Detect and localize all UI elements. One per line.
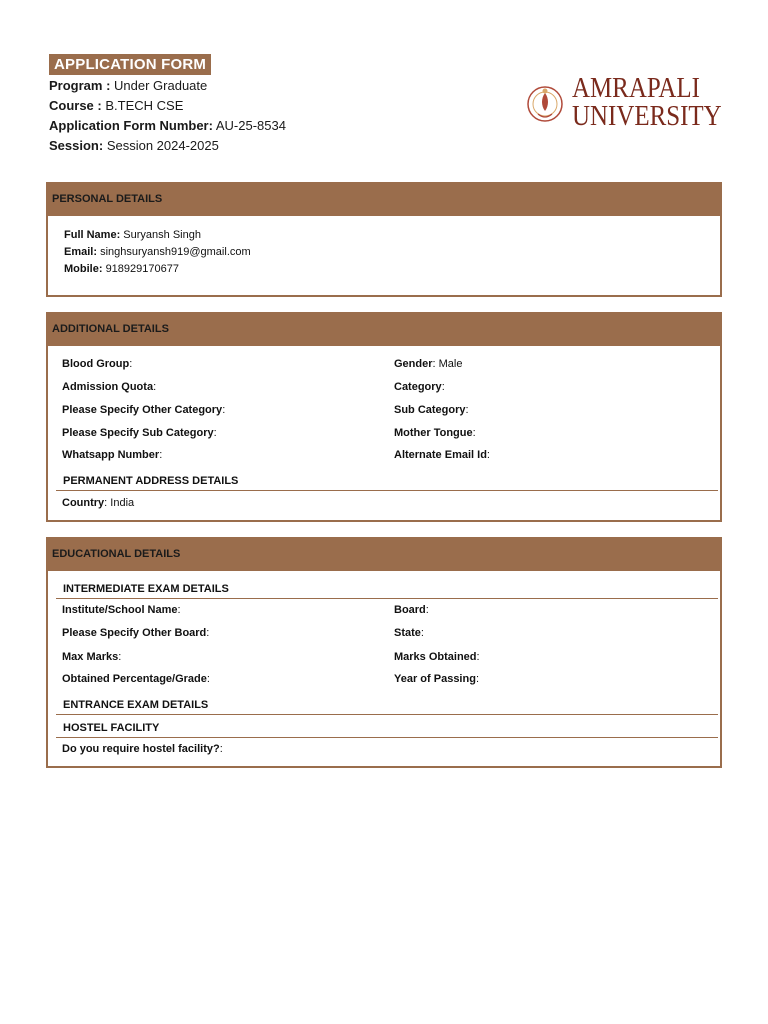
category-field: Category: <box>394 381 445 393</box>
field-label: Admission Quota <box>62 381 154 393</box>
field-label: Obtained Percentage/Grade <box>62 673 207 685</box>
university-wordmark <box>572 72 722 132</box>
email-label: Email: <box>64 246 98 258</box>
field-label: Year of Passing <box>394 673 476 685</box>
form-number-value: AU-25-8534 <box>215 118 286 133</box>
hostel-facility-heading: HOSTEL FACILITY <box>56 721 718 738</box>
alternate-email-field: Alternate Email Id: <box>394 449 490 461</box>
email-value: singhsuryansh919@gmail.com <box>100 246 251 258</box>
program-value: Under Graduate <box>114 78 208 93</box>
form-number-line <box>49 118 286 134</box>
field-label: Gender <box>394 358 433 370</box>
educational-details-section <box>46 537 722 768</box>
field-label: Please Specify Other Category <box>62 404 223 416</box>
section-heading: PERSONAL DETAILS <box>48 184 720 216</box>
logo-line-2: UNIVERSITY <box>572 100 722 132</box>
mobile-field <box>64 262 179 276</box>
other-board-field: Please Specify Other Board: <box>62 627 210 639</box>
field-label: Please Specify Other Board <box>62 627 207 639</box>
permanent-address-heading: PERMANENT ADDRESS DETAILS <box>56 474 718 491</box>
field-label: Max Marks <box>62 651 119 663</box>
field-label: Board <box>394 604 426 616</box>
other-category-field: Please Specify Other Category: <box>62 404 226 416</box>
course-value: B.TECH CSE <box>105 98 184 113</box>
specify-sub-category-field: Please Specify Sub Category: <box>62 427 217 439</box>
mobile-label: Mobile: <box>64 263 103 275</box>
session-line <box>49 138 219 154</box>
intermediate-exam-heading: INTERMEDIATE EXAM DETAILS <box>56 582 718 599</box>
full-name-label: Full Name: <box>64 229 121 241</box>
field-label: Category <box>394 381 442 393</box>
form-title: APPLICATION FORM <box>49 54 211 75</box>
section-heading: ADDITIONAL DETAILS <box>48 314 720 346</box>
gender-field: Gender: Male <box>394 358 463 370</box>
field-label: Mother Tongue <box>394 427 473 439</box>
field-label: Whatsapp Number <box>62 449 160 461</box>
max-marks-field: Max Marks: <box>62 651 122 663</box>
blood-group-field: Blood Group: <box>62 358 133 370</box>
whatsapp-number-field: Whatsapp Number: <box>62 449 163 461</box>
personal-details-section <box>46 182 722 297</box>
session-label: Session: <box>49 138 104 153</box>
field-label: Alternate Email Id <box>394 449 487 461</box>
entrance-exam-heading: ENTRANCE EXAM DETAILS <box>56 698 718 715</box>
year-of-passing-field: Year of Passing: <box>394 673 479 685</box>
state-field: State: <box>394 627 424 639</box>
course-line <box>49 98 183 114</box>
program-line <box>49 78 207 94</box>
obtained-percentage-field: Obtained Percentage/Grade: <box>62 673 210 685</box>
field-label: Blood Group <box>62 358 130 370</box>
field-label: Sub Category <box>394 404 466 416</box>
university-seal-icon <box>526 76 564 132</box>
marks-obtained-field: Marks Obtained: <box>394 651 480 663</box>
board-field: Board: <box>394 604 429 616</box>
country-field: Country: India <box>62 497 135 509</box>
mother-tongue-field: Mother Tongue: <box>394 427 476 439</box>
field-label: Please Specify Sub Category <box>62 427 214 439</box>
additional-details-section <box>46 312 722 522</box>
course-label: Course : <box>49 98 102 113</box>
field-value: Male <box>438 358 463 370</box>
field-label: Institute/School Name <box>62 604 178 616</box>
section-heading: EDUCATIONAL DETAILS <box>48 539 720 571</box>
program-label: Program : <box>49 78 111 93</box>
mobile-value: 918929170677 <box>105 263 179 275</box>
session-value: Session 2024-2025 <box>106 138 219 153</box>
country-label: Country <box>62 497 105 509</box>
full-name-field <box>64 228 201 242</box>
email-field <box>64 245 251 259</box>
form-number-label: Application Form Number: <box>49 118 213 133</box>
country-value: India <box>110 497 135 509</box>
admission-quota-field: Admission Quota: <box>62 381 157 393</box>
logo-line-1: AMRAPALI <box>572 72 700 104</box>
field-label: Marks Obtained <box>394 651 477 663</box>
university-logo <box>526 74 724 136</box>
full-name-value: Suryansh Singh <box>123 229 201 241</box>
sub-category-field: Sub Category: <box>394 404 469 416</box>
field-label: Do you require hostel facility? <box>62 743 220 755</box>
field-label: State <box>394 627 421 639</box>
institute-name-field: Institute/School Name: <box>62 604 181 616</box>
hostel-required-field: Do you require hostel facility?: <box>62 743 223 755</box>
